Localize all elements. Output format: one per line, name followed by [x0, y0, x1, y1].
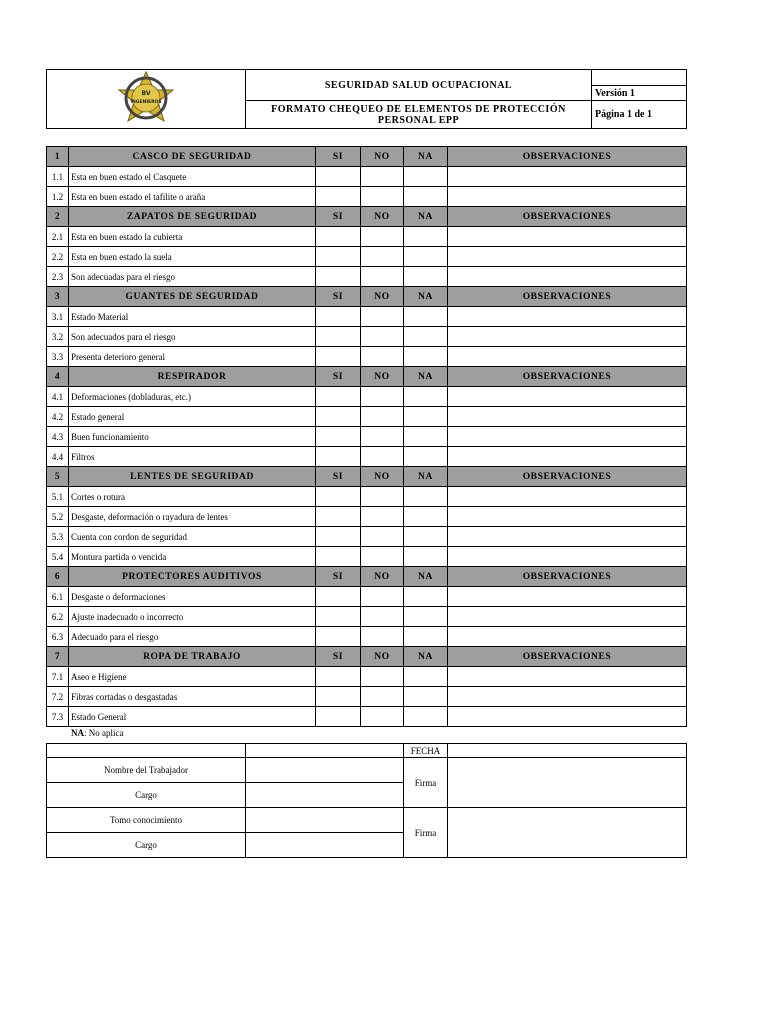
- section-header-row: [47, 207, 687, 227]
- item-description: Estado Material: [69, 307, 316, 327]
- cargo-label-2: Cargo: [47, 833, 246, 858]
- col-header-na: NA: [404, 147, 448, 167]
- col-header-no: NO: [361, 367, 404, 387]
- item-number: 1.2: [47, 187, 69, 207]
- observaciones-field[interactable]: [448, 527, 687, 547]
- section-number: 7: [47, 647, 69, 667]
- observaciones-field[interactable]: [448, 687, 687, 707]
- fecha-field[interactable]: [448, 744, 687, 758]
- si-checkbox-cell[interactable]: [316, 447, 361, 467]
- observaciones-field[interactable]: [448, 427, 687, 447]
- no-checkbox-cell[interactable]: [361, 307, 404, 327]
- observaciones-field[interactable]: [448, 587, 687, 607]
- acknowledged-label: Tomo conocimiento: [47, 808, 246, 833]
- item-description: Montura partida o vencida: [69, 547, 316, 567]
- col-header-observaciones: OBSERVACIONES: [448, 147, 687, 167]
- col-header-observaciones: OBSERVACIONES: [448, 367, 687, 387]
- item-description: Cortes o rotura: [69, 487, 316, 507]
- item-number: 4.4: [47, 447, 69, 467]
- form-title: SEGURIDAD SALUD OCUPACIONAL: [246, 70, 592, 101]
- no-checkbox-cell[interactable]: [361, 667, 404, 687]
- checklist-row: [47, 227, 687, 247]
- si-checkbox-cell[interactable]: [316, 547, 361, 567]
- si-checkbox-cell[interactable]: [316, 167, 361, 187]
- si-checkbox-cell[interactable]: [316, 627, 361, 647]
- no-checkbox-cell[interactable]: [361, 427, 404, 447]
- section-number: 3: [47, 287, 69, 307]
- no-checkbox-cell[interactable]: [361, 687, 404, 707]
- na-checkbox-cell[interactable]: [404, 167, 448, 187]
- item-number: 5.1: [47, 487, 69, 507]
- section-number: 2: [47, 207, 69, 227]
- acknowledged-field[interactable]: [246, 808, 404, 833]
- observaciones-field[interactable]: [448, 247, 687, 267]
- si-checkbox-cell[interactable]: [316, 587, 361, 607]
- si-checkbox-cell[interactable]: [316, 687, 361, 707]
- form-header: [46, 69, 687, 129]
- item-number: 6.2: [47, 607, 69, 627]
- item-description: Son adecuados para el riesgo: [69, 327, 316, 347]
- si-checkbox-cell[interactable]: [316, 527, 361, 547]
- observaciones-field[interactable]: [448, 167, 687, 187]
- observaciones-field[interactable]: [448, 307, 687, 327]
- section-number: 6: [47, 567, 69, 587]
- checklist-row: [47, 187, 687, 207]
- na-checkbox-cell[interactable]: [404, 447, 448, 467]
- col-header-na: NA: [404, 567, 448, 587]
- si-checkbox-cell[interactable]: [316, 607, 361, 627]
- item-number: 4.2: [47, 407, 69, 427]
- worker-name-label: Nombre del Trabajador: [47, 758, 246, 783]
- firma-label-1: Firma: [404, 758, 448, 808]
- na-checkbox-cell[interactable]: [404, 347, 448, 367]
- observaciones-field[interactable]: [448, 507, 687, 527]
- no-checkbox-cell[interactable]: [361, 547, 404, 567]
- section-header-row: [47, 287, 687, 307]
- col-header-na: NA: [404, 367, 448, 387]
- item-number: 4.3: [47, 427, 69, 447]
- checklist-row: [47, 247, 687, 267]
- no-checkbox-cell[interactable]: [361, 707, 404, 727]
- na-checkbox-cell[interactable]: [404, 247, 448, 267]
- col-header-no: NO: [361, 567, 404, 587]
- item-number: 3.2: [47, 327, 69, 347]
- signature-table: [46, 743, 687, 858]
- section-title: LENTES DE SEGURIDAD: [69, 467, 316, 487]
- na-checkbox-cell[interactable]: [404, 327, 448, 347]
- si-checkbox-cell[interactable]: [316, 347, 361, 367]
- item-description: Aseo e Higiene: [69, 667, 316, 687]
- item-description: Cuenta con cordon de seguridad: [69, 527, 316, 547]
- na-checkbox-cell[interactable]: [404, 427, 448, 447]
- checklist-row: [47, 167, 687, 187]
- section-title: GUANTES DE SEGURIDAD: [69, 287, 316, 307]
- section-title: ROPA DE TRABAJO: [69, 647, 316, 667]
- col-header-si: SI: [316, 467, 361, 487]
- na-note: [71, 727, 686, 743]
- col-header-na: NA: [404, 287, 448, 307]
- checklist-row: [47, 267, 687, 287]
- observaciones-field[interactable]: [448, 327, 687, 347]
- item-description: Deformaciones (dobladuras, etc.): [69, 387, 316, 407]
- firma-label-2: Firma: [404, 808, 448, 858]
- na-checkbox-cell[interactable]: [404, 627, 448, 647]
- na-checkbox-cell[interactable]: [404, 267, 448, 287]
- item-description: Adecuado para el riesgo: [69, 627, 316, 647]
- checklist-row: [47, 627, 687, 647]
- no-checkbox-cell[interactable]: [361, 407, 404, 427]
- svg-text:INGENIEROS: INGENIEROS: [130, 99, 162, 105]
- si-checkbox-cell[interactable]: [316, 327, 361, 347]
- checklist-row: [47, 307, 687, 327]
- page-label: Página 1 de 1: [592, 101, 687, 129]
- col-header-si: SI: [316, 567, 361, 587]
- na-checkbox-cell[interactable]: [404, 227, 448, 247]
- observaciones-field[interactable]: [448, 227, 687, 247]
- section-header-row: [47, 467, 687, 487]
- si-checkbox-cell[interactable]: [316, 667, 361, 687]
- col-header-no: NO: [361, 207, 404, 227]
- item-description: Esta en buen estado la cubierta: [69, 227, 316, 247]
- col-header-na: NA: [404, 207, 448, 227]
- checklist-row: [47, 347, 687, 367]
- item-number: 5.3: [47, 527, 69, 547]
- col-header-si: SI: [316, 367, 361, 387]
- item-description: Buen funcionamiento: [69, 427, 316, 447]
- logo-emblem-icon: [104, 71, 188, 125]
- cargo-field-1[interactable]: [246, 783, 404, 808]
- col-header-observaciones: OBSERVACIONES: [448, 467, 687, 487]
- item-description: Presenta deterioro general: [69, 347, 316, 367]
- form-subtitle: [246, 101, 592, 129]
- item-number: 2.3: [47, 267, 69, 287]
- na-checkbox-cell[interactable]: [404, 507, 448, 527]
- item-number: 7.2: [47, 687, 69, 707]
- col-header-na: NA: [404, 467, 448, 487]
- checklist-row: [47, 667, 687, 687]
- section-header-row: [47, 567, 687, 587]
- observaciones-field[interactable]: [448, 187, 687, 207]
- no-checkbox-cell[interactable]: [361, 267, 404, 287]
- subtitle-line-1: FORMATO CHEQUEO DE ELEMENTOS DE PROTECCIÓN: [271, 103, 566, 115]
- col-header-na: NA: [404, 647, 448, 667]
- col-header-no: NO: [361, 287, 404, 307]
- item-description: Esta en buen estado el tafilite o araña: [69, 187, 316, 207]
- no-checkbox-cell[interactable]: [361, 607, 404, 627]
- col-header-observaciones: OBSERVACIONES: [448, 567, 687, 587]
- checklist-row: [47, 407, 687, 427]
- si-checkbox-cell[interactable]: [316, 247, 361, 267]
- col-header-no: NO: [361, 147, 404, 167]
- item-number: 2.2: [47, 247, 69, 267]
- no-checkbox-cell[interactable]: [361, 327, 404, 347]
- header-blank-cell: [592, 70, 687, 86]
- firma-field-1[interactable]: [448, 758, 687, 808]
- section-header-row: [47, 647, 687, 667]
- observaciones-field[interactable]: [448, 487, 687, 507]
- na-note-text: : No aplica: [84, 728, 124, 738]
- observaciones-field[interactable]: [448, 387, 687, 407]
- section-title: ZAPATOS DE SEGURIDAD: [69, 207, 316, 227]
- observaciones-field[interactable]: [448, 607, 687, 627]
- section-header-row: [47, 147, 687, 167]
- na-checkbox-cell[interactable]: [404, 687, 448, 707]
- na-checkbox-cell[interactable]: [404, 587, 448, 607]
- col-header-si: SI: [316, 647, 361, 667]
- observaciones-field[interactable]: [448, 627, 687, 647]
- item-description: Ajuste inadecuado o incorrecto: [69, 607, 316, 627]
- worker-name-field[interactable]: [246, 758, 404, 783]
- si-checkbox-cell[interactable]: [316, 187, 361, 207]
- si-checkbox-cell[interactable]: [316, 227, 361, 247]
- na-checkbox-cell[interactable]: [404, 527, 448, 547]
- na-checkbox-cell[interactable]: [404, 387, 448, 407]
- si-checkbox-cell[interactable]: [316, 707, 361, 727]
- version-label: Versión 1: [592, 86, 687, 101]
- col-header-observaciones: OBSERVACIONES: [448, 207, 687, 227]
- checklist-row: [47, 587, 687, 607]
- col-header-no: NO: [361, 467, 404, 487]
- item-number: 4.1: [47, 387, 69, 407]
- col-header-no: NO: [361, 647, 404, 667]
- section-number: 4: [47, 367, 69, 387]
- item-number: 6.3: [47, 627, 69, 647]
- si-checkbox-cell[interactable]: [316, 427, 361, 447]
- item-description: Fibras cortadas o desgastadas: [69, 687, 316, 707]
- na-note-abbr: NA: [71, 728, 84, 738]
- no-checkbox-cell[interactable]: [361, 507, 404, 527]
- item-description: Desgaste o deformaciones: [69, 587, 316, 607]
- checklist-row: [47, 547, 687, 567]
- cargo-field-2[interactable]: [246, 833, 404, 858]
- checklist-row: [47, 427, 687, 447]
- item-description: Estado general: [69, 407, 316, 427]
- item-description: Esta en buen estado la suela: [69, 247, 316, 267]
- col-header-si: SI: [316, 287, 361, 307]
- na-checkbox-cell[interactable]: [404, 707, 448, 727]
- company-logo: [47, 70, 246, 129]
- item-description: Filtros: [69, 447, 316, 467]
- cargo-label-1: Cargo: [47, 783, 246, 808]
- checklist-row: [47, 507, 687, 527]
- item-number: 1.1: [47, 167, 69, 187]
- na-checkbox-cell[interactable]: [404, 187, 448, 207]
- section-title: CASCO DE SEGURIDAD: [69, 147, 316, 167]
- no-checkbox-cell[interactable]: [361, 527, 404, 547]
- si-checkbox-cell[interactable]: [316, 407, 361, 427]
- na-checkbox-cell[interactable]: [404, 407, 448, 427]
- no-checkbox-cell[interactable]: [361, 247, 404, 267]
- item-number: 5.2: [47, 507, 69, 527]
- col-header-observaciones: OBSERVACIONES: [448, 647, 687, 667]
- checklist-row: [47, 607, 687, 627]
- observaciones-field[interactable]: [448, 347, 687, 367]
- no-checkbox-cell[interactable]: [361, 587, 404, 607]
- checklist-row: [47, 707, 687, 727]
- si-checkbox-cell[interactable]: [316, 387, 361, 407]
- firma-field-2[interactable]: [448, 808, 687, 858]
- section-number: 5: [47, 467, 69, 487]
- item-number: 3.3: [47, 347, 69, 367]
- checklist-row: [47, 687, 687, 707]
- no-checkbox-cell[interactable]: [361, 447, 404, 467]
- item-number: 7.3: [47, 707, 69, 727]
- svg-text:BV: BV: [141, 89, 151, 97]
- section-header-row: [47, 367, 687, 387]
- observaciones-field[interactable]: [448, 707, 687, 727]
- no-checkbox-cell[interactable]: [361, 387, 404, 407]
- col-header-si: SI: [316, 147, 361, 167]
- item-description: Estado General: [69, 707, 316, 727]
- col-header-si: SI: [316, 207, 361, 227]
- checklist-table: [46, 146, 687, 727]
- item-description: Esta en buen estado el Casquete: [69, 167, 316, 187]
- item-description: Son adecuadas para el riesgo: [69, 267, 316, 287]
- no-checkbox-cell[interactable]: [361, 167, 404, 187]
- sig-blank-2: [246, 744, 404, 758]
- observaciones-field[interactable]: [448, 407, 687, 427]
- no-checkbox-cell[interactable]: [361, 627, 404, 647]
- section-title: RESPIRADOR: [69, 367, 316, 387]
- col-header-observaciones: OBSERVACIONES: [448, 287, 687, 307]
- no-checkbox-cell[interactable]: [361, 487, 404, 507]
- observaciones-field[interactable]: [448, 267, 687, 287]
- sig-blank-1: [47, 744, 246, 758]
- subtitle-line-2: PERSONAL EPP: [377, 114, 460, 126]
- checklist-row: [47, 527, 687, 547]
- no-checkbox-cell[interactable]: [361, 347, 404, 367]
- checklist-row: [47, 327, 687, 347]
- observaciones-field[interactable]: [448, 667, 687, 687]
- na-checkbox-cell[interactable]: [404, 307, 448, 327]
- si-checkbox-cell[interactable]: [316, 267, 361, 287]
- si-checkbox-cell[interactable]: [316, 507, 361, 527]
- observaciones-field[interactable]: [448, 547, 687, 567]
- item-number: 7.1: [47, 667, 69, 687]
- item-description: Desgaste, deformación o rayadura de lentes: [69, 507, 316, 527]
- checklist-row: [47, 387, 687, 407]
- fecha-label: FECHA: [404, 744, 448, 758]
- no-checkbox-cell[interactable]: [361, 227, 404, 247]
- item-number: 6.1: [47, 587, 69, 607]
- item-number: 3.1: [47, 307, 69, 327]
- na-checkbox-cell[interactable]: [404, 547, 448, 567]
- item-number: 5.4: [47, 547, 69, 567]
- section-number: 1: [47, 147, 69, 167]
- epp-checklist-form: [46, 69, 686, 858]
- item-number: 2.1: [47, 227, 69, 247]
- si-checkbox-cell[interactable]: [316, 307, 361, 327]
- na-checkbox-cell[interactable]: [404, 607, 448, 627]
- checklist-row: [47, 487, 687, 507]
- si-checkbox-cell[interactable]: [316, 487, 361, 507]
- checklist-row: [47, 447, 687, 467]
- section-title: PROTECTORES AUDITIVOS: [69, 567, 316, 587]
- no-checkbox-cell[interactable]: [361, 187, 404, 207]
- na-checkbox-cell[interactable]: [404, 487, 448, 507]
- observaciones-field[interactable]: [448, 447, 687, 467]
- na-checkbox-cell[interactable]: [404, 667, 448, 687]
